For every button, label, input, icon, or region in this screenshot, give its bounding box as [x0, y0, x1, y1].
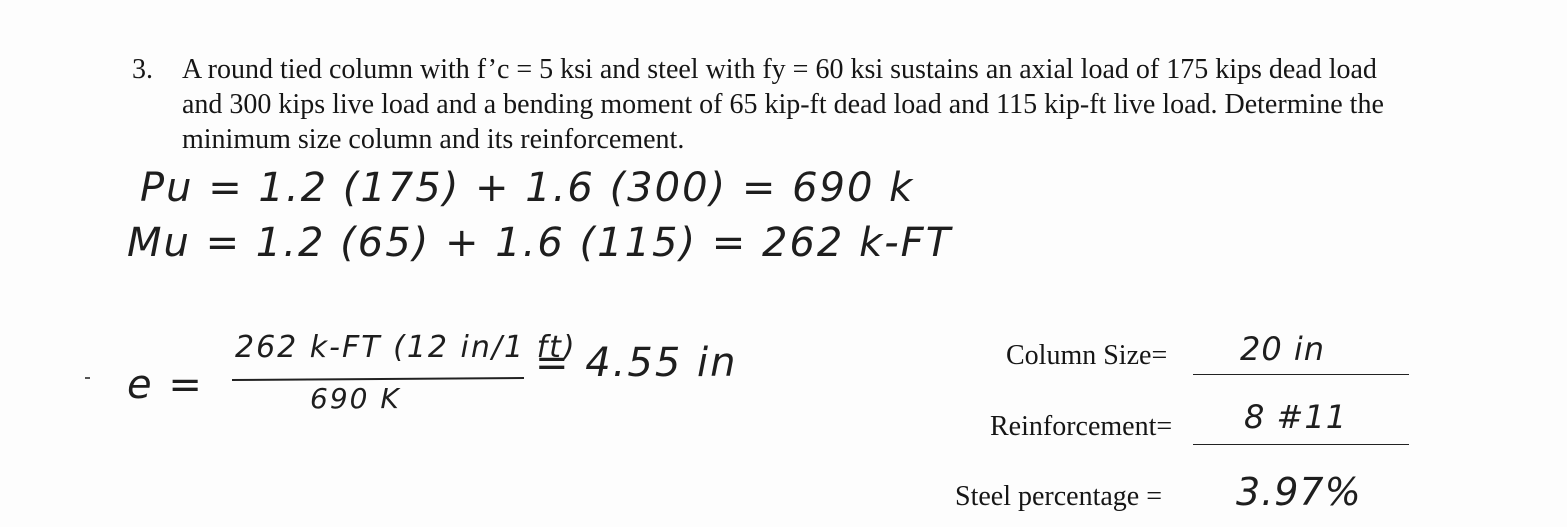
- problem-number: 3.: [132, 54, 153, 85]
- eccentricity-denominator: 690 K: [310, 382, 401, 415]
- column-size-value: 20 in: [1240, 330, 1326, 368]
- column-size-label: Column Size=: [1006, 340, 1168, 371]
- reinforcement-answer-line: [1193, 444, 1409, 445]
- pen-mark: [85, 377, 90, 379]
- steel-percentage-value: 3.97%: [1236, 470, 1362, 514]
- eccentricity-symbol: e =: [127, 362, 204, 408]
- column-size-answer-line: [1193, 374, 1409, 375]
- eccentricity-numerator: 262 k-FT (12 in/1 ft): [235, 330, 577, 365]
- reinforcement-label: Reinforcement=: [990, 411, 1173, 442]
- factored-axial-load-calculation: Pu = 1.2 (175) + 1.6 (300) = 690 k: [140, 165, 915, 211]
- factored-moment-calculation: Mu = 1.2 (65) + 1.6 (115) = 262 k-FT: [127, 220, 953, 266]
- reinforcement-value: 8 #11: [1244, 398, 1348, 436]
- fraction-bar: [232, 377, 524, 381]
- eccentricity-result: = 4.55 in: [535, 340, 738, 386]
- steel-percentage-label: Steel percentage =: [955, 481, 1163, 512]
- problem-text: A round tied column with f’c = 5 ksi and steel with fy = 60 ksi sustains an axial load of 175 kips dead load and 300 kips live load and a bending moment of 65 kip-ft dead load and 115 kip-ft live load. Determine the minimum size column and its reinforcement.: [182, 54, 1384, 155]
